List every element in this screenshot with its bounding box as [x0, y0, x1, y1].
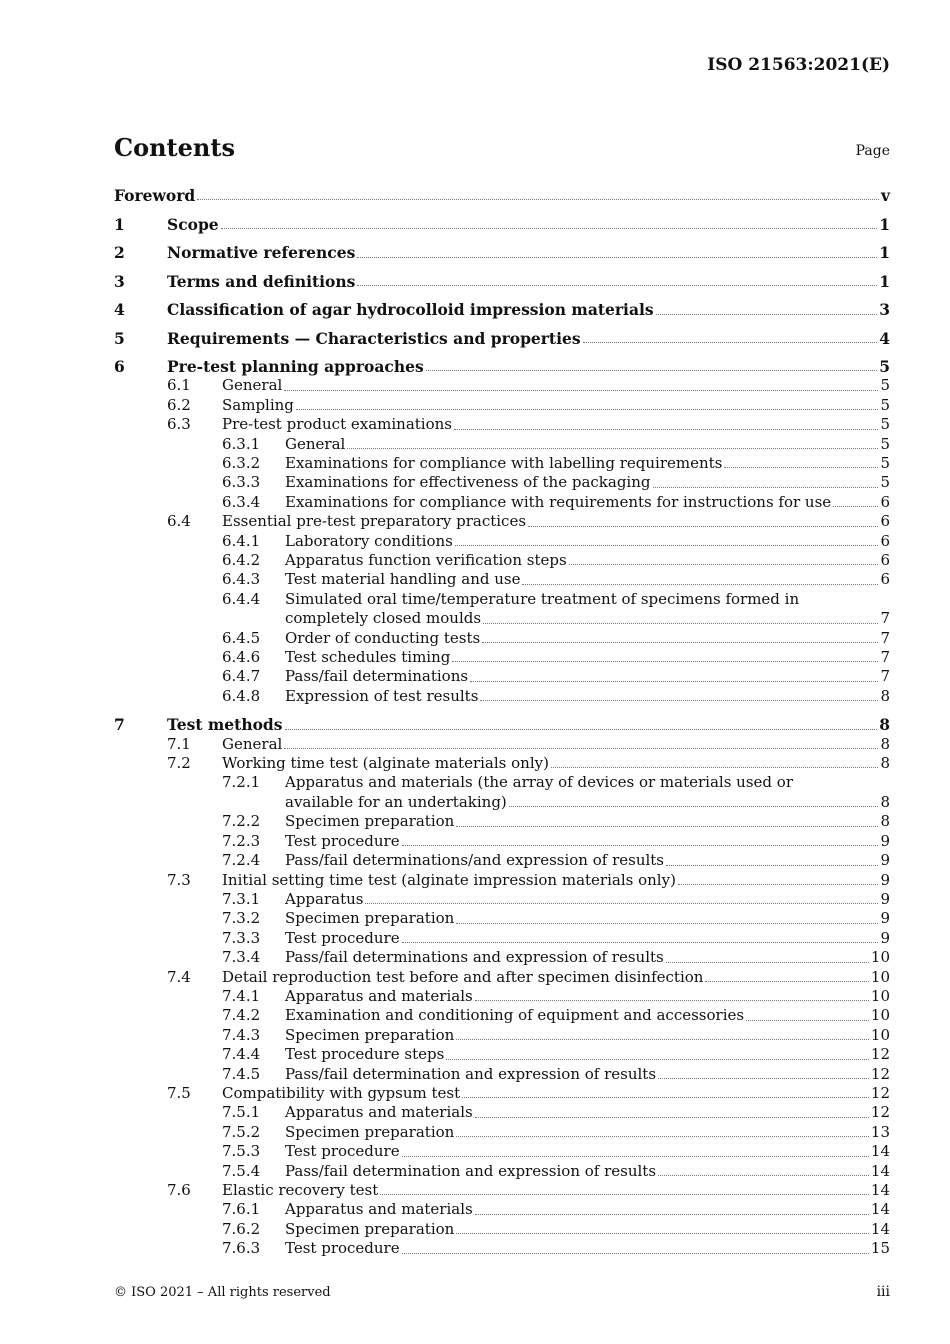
dot-leader: [482, 642, 878, 643]
dot-leader: [380, 1194, 869, 1195]
toc-entry-number: 7.2.3: [222, 831, 261, 850]
toc-entry[interactable]: [114, 300, 890, 319]
toc-entry-page: 10: [870, 1025, 890, 1044]
toc-entry-title: Test methods: [167, 715, 283, 735]
dot-leader: [402, 845, 879, 846]
toc-entry-page: 6: [880, 531, 890, 550]
toc-entry[interactable]: [114, 1239, 890, 1258]
toc-entry-page: 14: [870, 1181, 890, 1199]
toc-entry-page: 9: [880, 831, 890, 850]
toc-entry-title: Simulated oral time/temperature treatment of specimens formed in: [285, 589, 800, 608]
toc-entry-page: 9: [880, 909, 890, 928]
toc-entry-number: 7.2.1: [222, 773, 261, 792]
dot-leader: [522, 584, 878, 585]
toc-entry[interactable]: [114, 1181, 890, 1200]
toc-entry-page: 9: [880, 889, 890, 908]
toc-entry[interactable]: [114, 551, 890, 570]
dot-leader: [528, 526, 878, 527]
toc-entry[interactable]: [114, 532, 890, 551]
toc-entry-number: 7.5.1: [222, 1103, 261, 1122]
toc-entry-title: Requirements — Characteristics and properties: [167, 328, 581, 348]
dot-leader: [658, 1175, 869, 1176]
dot-leader: [470, 681, 878, 682]
toc-entry-number: 3: [114, 271, 125, 291]
toc-entry-title: Test procedure: [285, 928, 400, 947]
toc-entry-page: 5: [880, 376, 890, 395]
toc-entry-number: 5: [114, 328, 125, 348]
toc-entry[interactable]: [114, 687, 890, 706]
toc-entry-page: 5: [880, 434, 890, 453]
toc-entry-number: 7.4.3: [222, 1025, 261, 1044]
toc-entry-page: 4: [879, 328, 890, 348]
toc-entry-title: Test schedules timing: [285, 648, 451, 667]
toc-entry[interactable]: [114, 968, 890, 987]
dot-leader: [569, 564, 879, 565]
toc-entry-number: 1: [114, 214, 125, 234]
toc-entry-title: Essential pre-test preparatory practices: [222, 512, 527, 531]
toc-entry[interactable]: [114, 1045, 890, 1064]
toc-entry-page: 1: [879, 271, 890, 291]
dot-leader: [456, 923, 878, 924]
toc-entry-title: Expression of test results: [285, 686, 479, 705]
toc-entry-title: Scope: [167, 214, 219, 234]
toc-entry-page: 9: [880, 928, 890, 947]
dot-leader: [551, 767, 879, 768]
toc-entry-title: Working time test (alginate materials only): [222, 754, 549, 773]
toc-entry[interactable]: [114, 948, 890, 967]
toc-entry-title: Foreword: [114, 186, 196, 205]
toc-entry-title: Test procedure: [285, 831, 400, 850]
toc-entry[interactable]: [114, 735, 890, 754]
toc-entry-page: 6: [880, 570, 890, 589]
toc-entry[interactable]: [114, 812, 890, 831]
toc-entry-title: Test procedure: [285, 1142, 400, 1161]
toc-entry-title: Specimen preparation: [285, 812, 455, 831]
toc-entry-number: 7.3: [167, 870, 191, 889]
toc-entry[interactable]: [114, 832, 890, 851]
toc-entry[interactable]: [114, 512, 890, 531]
toc-entry-page: 10: [870, 967, 890, 986]
toc-entry-page: 14: [870, 1161, 890, 1180]
toc-entry-title-continued: available for an undertaking): [285, 792, 507, 811]
toc-entry[interactable]: [114, 1142, 890, 1161]
toc-entry-title: Pass/fail determinations/and expression of results: [285, 851, 665, 870]
dot-leader: [705, 981, 868, 982]
toc-entry-title: Order of conducting tests: [285, 628, 481, 647]
toc-entry-number: 7.4.2: [222, 1006, 261, 1025]
toc-entry-title: Apparatus function verification steps: [285, 551, 567, 569]
toc-entry-number: 7.6.3: [222, 1239, 261, 1258]
toc-entry-page: 7: [880, 628, 890, 647]
toc-entry-page: 13: [870, 1122, 890, 1141]
dot-leader: [456, 1039, 869, 1040]
toc-entry[interactable]: [114, 396, 890, 415]
toc-entry-number: 2: [114, 243, 125, 263]
toc-entry-title: General: [222, 376, 283, 395]
toc-entry-number: 7.3.4: [222, 948, 261, 967]
toc-entry-number: 7.3.1: [222, 889, 261, 908]
dot-leader: [455, 545, 879, 546]
toc-entry-page: 8: [880, 792, 890, 811]
dot-leader: [462, 1097, 869, 1098]
toc-entry-title: Pass/fail determinations: [285, 667, 469, 686]
toc-entry-title: Apparatus and materials: [285, 986, 473, 1005]
toc-entry-page: 5: [879, 356, 890, 376]
copyright-notice: © ISO 2021 – All rights reserved: [114, 1285, 331, 1300]
dot-leader: [284, 748, 878, 749]
toc-entry-number: 7.4.4: [222, 1045, 261, 1064]
toc-entry-number: 7.4.5: [222, 1064, 261, 1083]
toc-entry-title: General: [285, 434, 346, 453]
toc-entry-page: 8: [880, 812, 890, 831]
toc-entry-page: 12: [870, 1064, 890, 1083]
toc-entry-number: 7.2: [167, 754, 191, 773]
toc-entry-page: 6: [880, 512, 890, 531]
toc-entry-page: 12: [870, 1045, 890, 1064]
toc-entry[interactable]: [114, 1123, 890, 1142]
toc-entry-number: 6.4.5: [222, 628, 261, 647]
toc-entry-page: 5: [880, 473, 890, 492]
dot-leader: [197, 199, 879, 200]
toc-entry-number: 6.4.4: [222, 589, 261, 608]
toc-entry-page: 6: [880, 492, 890, 511]
toc-entry-page: 14: [870, 1142, 890, 1161]
toc-entry-title: Examinations for compliance with requirements for instructions for use: [285, 492, 832, 511]
footer-page-number: iii: [876, 1284, 890, 1300]
toc-entry-number: 6.3.2: [222, 453, 261, 472]
toc-entry-title: Apparatus and materials: [285, 1200, 473, 1219]
toc-entry-number: 6.4.7: [222, 667, 261, 686]
toc-entry[interactable]: [114, 1065, 890, 1084]
toc-entry[interactable]: [114, 590, 890, 629]
toc-entry-number: 6.4: [167, 512, 191, 531]
dot-leader: [656, 314, 878, 315]
toc-entry-page: 5: [880, 415, 890, 434]
toc-entry[interactable]: [114, 473, 890, 492]
toc-entry[interactable]: [114, 987, 890, 1006]
toc-entry-page: 6: [880, 551, 890, 569]
dot-leader: [446, 1059, 869, 1060]
toc-entry-page: 14: [870, 1219, 890, 1238]
toc-entry-title: Test procedure: [285, 1239, 400, 1258]
toc-entry[interactable]: [114, 435, 890, 454]
toc-entry-page: 9: [880, 851, 890, 870]
toc-entry[interactable]: [114, 215, 890, 234]
toc-entry[interactable]: [114, 929, 890, 948]
toc-entry-number: 7.2.2: [222, 812, 261, 831]
dot-leader: [284, 390, 878, 391]
toc-entry[interactable]: [114, 415, 890, 434]
dot-leader: [666, 865, 878, 866]
toc-entry-number: 7.6.2: [222, 1219, 261, 1238]
toc-entry-number: 6.3: [167, 415, 191, 434]
dot-leader: [454, 429, 878, 430]
toc-entry-page: 14: [870, 1200, 890, 1219]
toc-entry-number: 7.3.3: [222, 928, 261, 947]
toc-entry[interactable]: [114, 454, 890, 473]
dot-leader: [456, 826, 878, 827]
toc-entry-title: Specimen preparation: [285, 1219, 455, 1238]
toc-entry-number: 7.5.3: [222, 1142, 261, 1161]
toc-entry-number: 6.4.3: [222, 570, 261, 589]
toc-entry-page: 8: [880, 686, 890, 705]
toc-entry[interactable]: [114, 570, 890, 589]
toc-entry[interactable]: [114, 754, 890, 773]
toc-entry-number: 7.2.4: [222, 851, 261, 870]
toc-entry-number: 7.6.1: [222, 1200, 261, 1219]
toc-entry-page: 10: [870, 1006, 890, 1025]
toc-entry-page: 3: [879, 300, 890, 320]
dot-leader: [452, 661, 878, 662]
toc-entry-number: 6.4.2: [222, 551, 261, 569]
toc-entry[interactable]: [114, 629, 890, 648]
toc-entry-title: Apparatus and materials (the array of devices or materials used or: [285, 773, 793, 792]
toc-entry-title: Examinations for compliance with labelling requirements: [285, 453, 723, 472]
toc-entry-number: 6.2: [167, 395, 191, 414]
toc-entry-page: 9: [880, 870, 890, 889]
toc-entry-page: 7: [880, 609, 890, 628]
toc-entry[interactable]: [114, 890, 890, 909]
toc-entry[interactable]: [114, 667, 890, 686]
toc-entry-number: 6: [114, 356, 125, 376]
toc-entry-number: 6.3.3: [222, 473, 261, 492]
toc-entry[interactable]: [114, 715, 890, 734]
toc-entry-title: Terms and definitions: [167, 271, 356, 291]
toc-entry-number: 6.4.6: [222, 648, 261, 667]
toc-entry-title: Classification of agar hydrocolloid impression materials: [167, 300, 654, 320]
toc-entry-title: Examination and conditioning of equipment and accessories: [285, 1006, 745, 1025]
toc-entry[interactable]: [114, 376, 890, 395]
dot-leader: [658, 1078, 869, 1079]
dot-leader: [347, 448, 878, 449]
toc-entry-title: Pre-test product examinations: [222, 415, 452, 434]
toc-entry-title: Pass/fail determination and expression of results: [285, 1161, 657, 1180]
toc-entry[interactable]: [114, 357, 890, 376]
toc-entry[interactable]: [114, 1084, 890, 1103]
dot-leader: [365, 903, 878, 904]
dot-leader: [666, 962, 869, 963]
dot-leader: [475, 1000, 869, 1001]
dot-leader: [746, 1020, 869, 1021]
toc-entry-page: 8: [879, 715, 890, 735]
dot-leader: [402, 1253, 869, 1254]
dot-leader: [833, 506, 878, 507]
dot-leader: [296, 409, 879, 410]
toc-entry[interactable]: [114, 243, 890, 262]
toc-entry-number: 6.1: [167, 376, 191, 395]
toc-entry-title: Test material handling and use: [285, 570, 521, 589]
toc-entry-title: Normative references: [167, 243, 356, 263]
dot-leader: [509, 806, 879, 807]
contents-heading: Contents: [114, 133, 235, 162]
toc-entry-number: 7.5.4: [222, 1161, 261, 1180]
dot-leader: [475, 1117, 869, 1118]
toc-entry-title: Initial setting time test (alginate impression materials only): [222, 870, 676, 889]
toc-entry-page: 8: [880, 734, 890, 753]
dot-leader: [357, 285, 877, 286]
toc-entry-title: Pass/fail determinations and expression of results: [285, 948, 664, 967]
dot-leader: [456, 1233, 869, 1234]
document-id: ISO 21563:2021(E): [707, 55, 890, 75]
toc-entry-title: Examinations for effectiveness of the packaging: [285, 473, 651, 492]
toc-entry-number: 7.4: [167, 967, 191, 986]
toc-entry-title-continued: completely closed moulds: [285, 609, 482, 628]
toc-entry-number: 7.6: [167, 1181, 191, 1199]
toc-entry-number: 7.5.2: [222, 1122, 261, 1141]
toc-entry-title: Test procedure steps: [285, 1045, 445, 1064]
toc-entry-number: 4: [114, 300, 125, 320]
toc-entry-page: 5: [880, 453, 890, 472]
dot-leader: [678, 884, 879, 885]
toc-entry-page: 12: [870, 1083, 890, 1102]
toc-entry[interactable]: [114, 329, 890, 348]
toc-entry-number: 6.4.1: [222, 531, 261, 550]
dot-leader: [402, 1156, 869, 1157]
toc-entry-title: Specimen preparation: [285, 909, 455, 928]
toc-entry[interactable]: [114, 1200, 890, 1219]
toc-entry[interactable]: [114, 909, 890, 928]
toc-entry-page: 10: [870, 948, 890, 967]
toc-entry[interactable]: [114, 1026, 890, 1045]
toc-entry-number: 7: [114, 715, 125, 735]
toc-entry[interactable]: [114, 186, 890, 205]
toc-entry-title: Pass/fail determination and expression of results: [285, 1064, 657, 1083]
toc-entry[interactable]: [114, 1103, 890, 1122]
dot-leader: [285, 729, 878, 730]
dot-leader: [480, 700, 878, 701]
toc-entry-number: 6.3.4: [222, 492, 261, 511]
toc-entry[interactable]: [114, 1162, 890, 1181]
toc-entry-page: 15: [870, 1239, 890, 1258]
toc-entry-title: Apparatus: [285, 889, 364, 908]
toc-entry-number: 6.3.1: [222, 434, 261, 453]
toc-entry-page: 5: [880, 395, 890, 414]
dot-leader: [483, 623, 878, 624]
dot-leader: [456, 1136, 869, 1137]
dot-leader: [426, 370, 878, 371]
table-of-contents: [114, 186, 890, 1259]
toc-entry-title: General: [222, 734, 283, 753]
toc-entry-title: Sampling: [222, 395, 294, 414]
toc-entry-page: 12: [870, 1103, 890, 1122]
toc-entry-number: 7.5: [167, 1083, 191, 1102]
toc-entry-page: 8: [880, 754, 890, 773]
toc-entry[interactable]: [114, 1220, 890, 1239]
dot-leader: [357, 257, 877, 258]
toc-entry-page: v: [880, 186, 890, 205]
toc-entry-number: 6.4.8: [222, 686, 261, 705]
toc-entry-title: Specimen preparation: [285, 1025, 455, 1044]
toc-entry-title: Detail reproduction test before and after specimen disinfection: [222, 967, 704, 986]
toc-entry[interactable]: [114, 1006, 890, 1025]
toc-entry-page: 7: [880, 648, 890, 667]
toc-entry-title: Apparatus and materials: [285, 1103, 473, 1122]
dot-leader: [402, 942, 879, 943]
toc-entry[interactable]: [114, 493, 890, 512]
toc-entry-title: Laboratory conditions: [285, 531, 453, 550]
toc-entry-number: 7.1: [167, 734, 191, 753]
dot-leader: [724, 467, 878, 468]
toc-entry-page: 10: [870, 986, 890, 1005]
dot-leader: [653, 487, 879, 488]
toc-entry-number: 7.4.1: [222, 986, 261, 1005]
toc-entry-page: 7: [880, 667, 890, 686]
toc-entry-page: 1: [879, 214, 890, 234]
toc-entry[interactable]: [114, 272, 890, 291]
toc-entry-title: Pre-test planning approaches: [167, 356, 424, 376]
toc-entry[interactable]: [114, 851, 890, 870]
toc-entry-number: 7.3.2: [222, 909, 261, 928]
toc-entry-page: 1: [879, 243, 890, 263]
toc-entry-title: Compatibility with gypsum test: [222, 1083, 461, 1102]
toc-entry-title: Specimen preparation: [285, 1122, 455, 1141]
toc-entry[interactable]: [114, 773, 890, 812]
toc-entry[interactable]: [114, 648, 890, 667]
toc-entry-title: Elastic recovery test: [222, 1181, 379, 1199]
dot-leader: [475, 1214, 869, 1215]
dot-leader: [221, 228, 878, 229]
toc-entry[interactable]: [114, 871, 890, 890]
page-column-label: Page: [855, 143, 890, 159]
dot-leader: [583, 342, 878, 343]
